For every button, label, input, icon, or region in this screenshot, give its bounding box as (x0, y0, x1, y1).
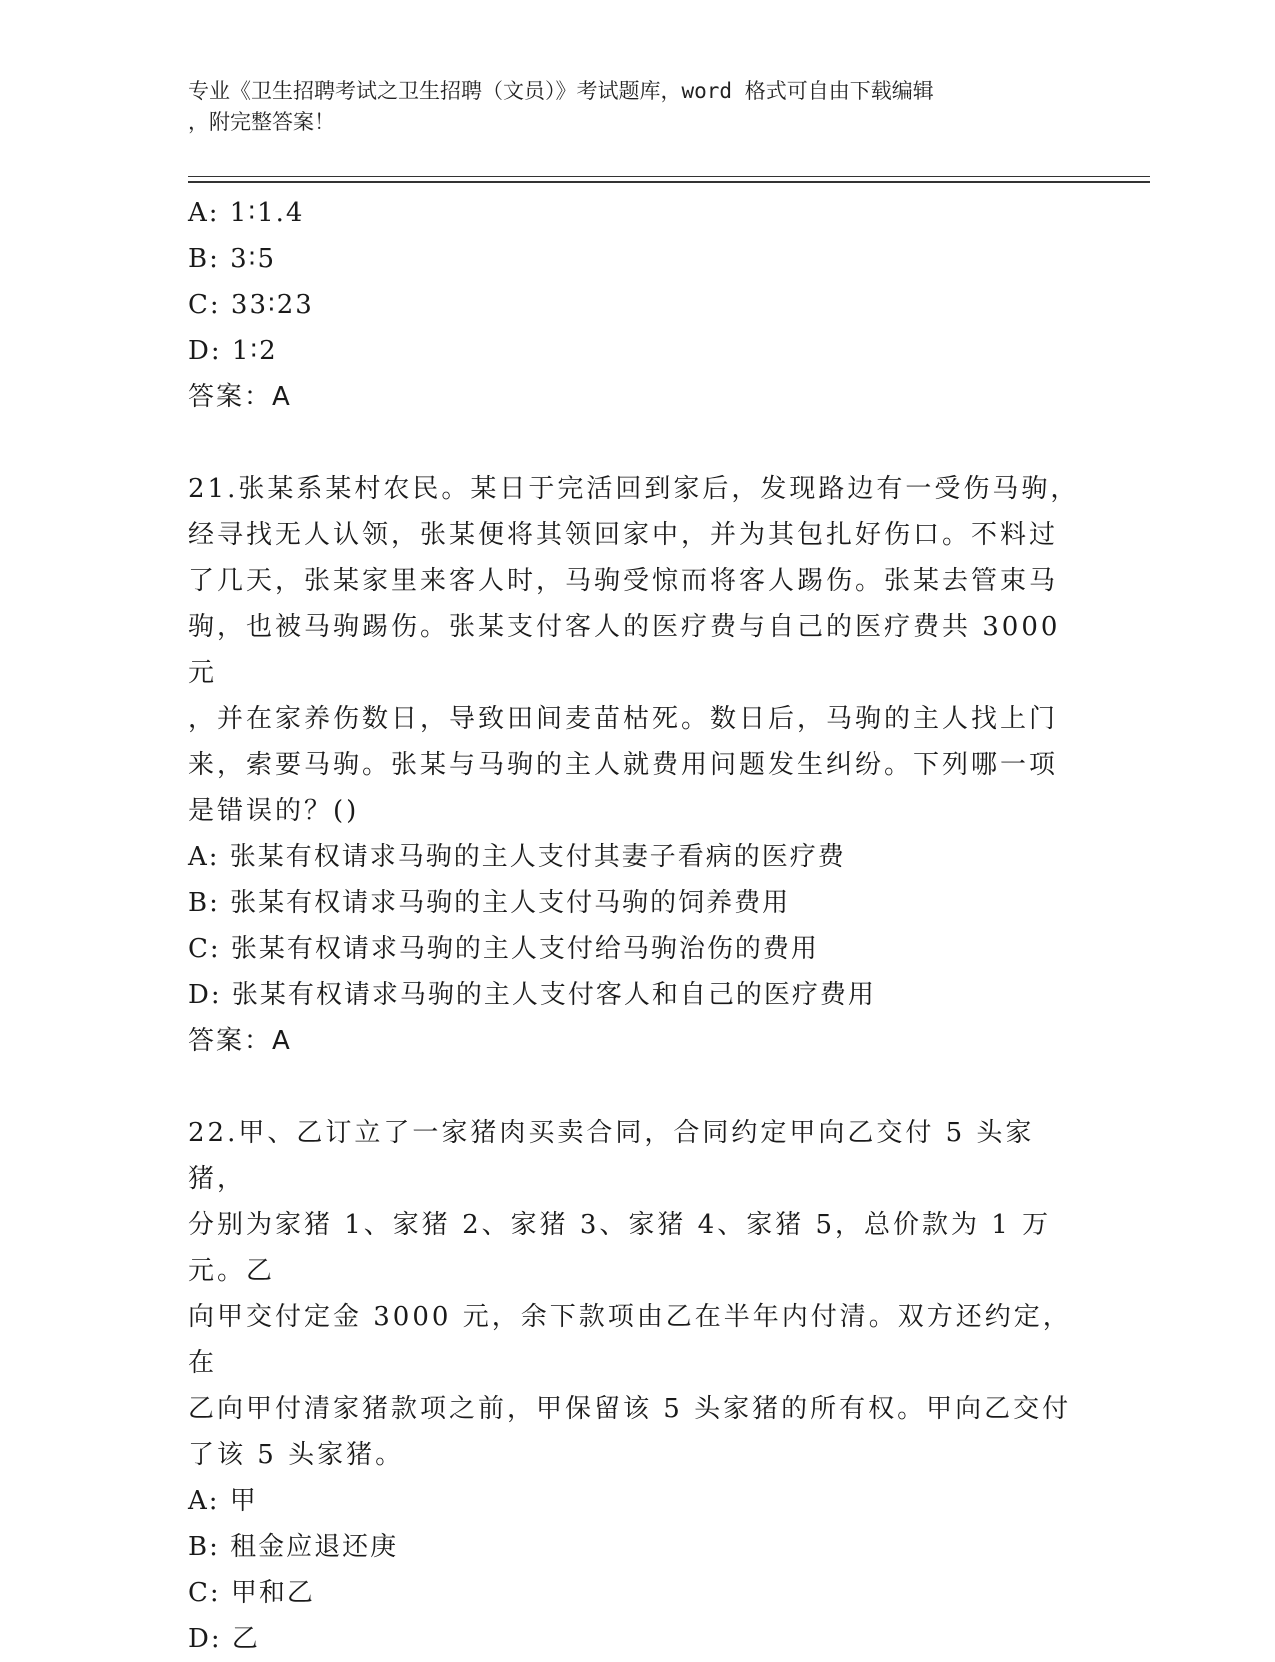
option-a: A: 甲 (188, 1486, 258, 1516)
page-header (188, 76, 1068, 138)
header-divider-thin (188, 176, 1150, 177)
question-stem-line: 了该 5 头家猪。 (188, 1440, 405, 1470)
question-20 (188, 190, 1088, 420)
question-stem-line: ，并在家养伤数日，导致田间麦苗枯死。数日后，马驹的主人找上门 (188, 704, 1059, 734)
option-b: B: 租金应退还庚 (188, 1532, 399, 1562)
question-21 (188, 466, 1088, 1064)
option-c: C: 33∶23 (188, 290, 314, 320)
option-d: D: 张某有权请求马驹的主人支付客人和自己的医疗费用 (188, 980, 876, 1010)
option-d: D: 乙 (188, 1624, 260, 1654)
option-b: B: 张某有权请求马驹的主人支付马驹的饲养费用 (188, 888, 791, 918)
question-content (188, 190, 1088, 1662)
question-stem-line: 来，索要马驹。张某与马驹的主人就费用问题发生纠纷。下列哪一项 (188, 750, 1059, 780)
option-a: A: 张某有权请求马驹的主人支付其妻子看病的医疗费 (188, 842, 846, 872)
answer-line: 答案：A (188, 382, 292, 412)
question-stem-line: 分别为家猪 1、家猪 2、家猪 3、家猪 4、家猪 5，总价款为 1 万元。乙 (188, 1210, 1052, 1286)
option-c: C: 张某有权请求马驹的主人支付给马驹治伤的费用 (188, 934, 819, 964)
option-c: C: 甲和乙 (188, 1578, 315, 1608)
question-stem-line: 22.甲、乙订立了一家猪肉买卖合同，合同约定甲向乙交付 5 头家猪， (188, 1118, 1035, 1194)
question-stem-line: 驹，也被马驹踢伤。张某支付客人的医疗费与自己的医疗费共 3000 元 (188, 612, 1061, 688)
option-a: A: 1∶1.4 (188, 198, 305, 228)
question-stem-line: 向甲交付定金 3000 元，余下款项由乙在半年内付清。双方还约定，在 (188, 1302, 1072, 1378)
question-stem-line: 是错误的？() (188, 796, 360, 826)
option-b: B: 3∶5 (188, 244, 276, 274)
option-d: D: 1∶2 (188, 336, 278, 366)
question-stem-line: 经寻找无人认领，张某便将其领回家中，并为其包扎好伤口。不料过 (188, 520, 1059, 550)
header-subtitle: ，附完整答案！ (188, 110, 335, 134)
answer-line: 答案：A (188, 1026, 292, 1056)
header-title: 专业《卫生招聘考试之卫生招聘（文员）》考试题库，word 格式可自由下载编辑 (188, 79, 934, 103)
spacer (188, 420, 1088, 466)
question-stem-line: 21.张某系某村农民。某日于完活回到家后，发现路边有一受伤马驹， (188, 474, 1080, 504)
question-22 (188, 1110, 1088, 1662)
spacer (188, 1064, 1088, 1110)
header-divider-thick (188, 181, 1150, 183)
question-stem-line: 了几天，张某家里来客人时，马驹受惊而将客人踢伤。张某去管束马 (188, 566, 1059, 596)
question-stem-line: 乙向甲付清家猪款项之前，甲保留该 5 头家猪的所有权。甲向乙交付 (188, 1394, 1072, 1424)
